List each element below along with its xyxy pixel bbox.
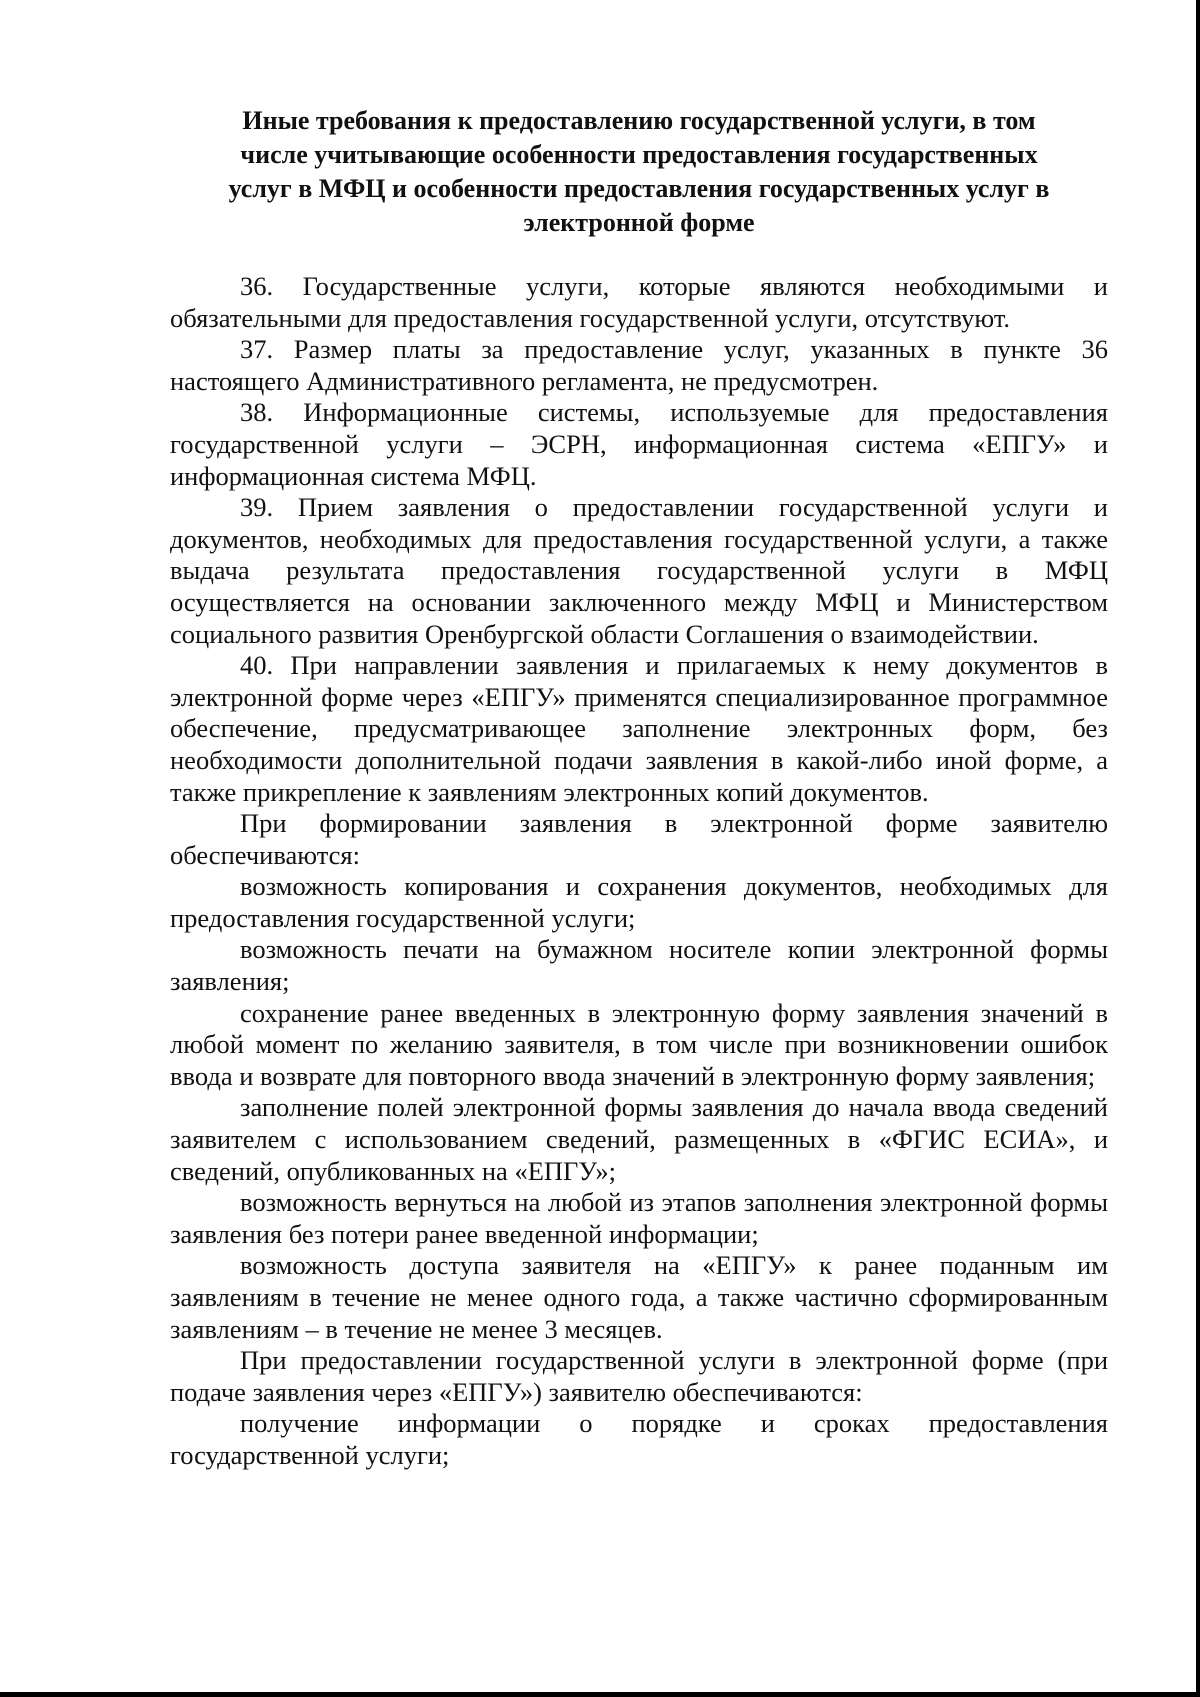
heading-line: Иные требования к предоставлению государственной услуги, в том	[242, 106, 1036, 135]
heading-line: услуг в МФЦ и особенности предоставления государственных услуг в	[228, 174, 1050, 203]
page-content	[170, 104, 1108, 1472]
heading-line: электронной форме	[523, 208, 755, 237]
heading-line: числе учитывающие особенности предоставления государственных	[240, 140, 1038, 169]
section-heading	[170, 104, 1108, 240]
paragraph-text: При формировании заявления в электронной форме заявителю обеспечиваются:	[170, 808, 1108, 870]
paragraph-text: При предоставлении государственной услуги в электронной форме (при подаче заявления через «ЕПГУ») заявителю обеспечиваются:	[170, 1345, 1108, 1407]
paragraph-36: 36. Государственные услуги, которые являются необходимыми и обязательными для предоставления государственной услуги, отсутствуют.	[170, 271, 1108, 333]
paragraph-40: 40. При направлении заявления и прилагаемых к нему документов в электронной форме через «ЕПГУ» применятся специализированное программное обеспечение, предусматривающее заполнение электронных форм, без необходимости дополнительной подачи заявления в какой-либо иной форме, а также прикрепление к заявлениям электронных копий документов.	[170, 650, 1108, 807]
scan-edge-bottom	[0, 1692, 1200, 1697]
paragraph-37: 37. Размер платы за предоставление услуг, указанных в пункте 36 настоящего Административного регламента, не предусмотрен.	[170, 334, 1108, 396]
paragraph-38: 38. Информационные системы, используемые для предоставления государственной услуги – ЭСРН, информационная система «ЕПГУ» и информационная система МФЦ.	[170, 397, 1108, 491]
list-item: возможность вернуться на любой из этапов заполнения электронной формы заявления без потери ранее введенной информации;	[170, 1187, 1108, 1249]
list-item: возможность доступа заявителя на «ЕПГУ» к ранее поданным им заявлениям в течение не менее одного года, а также частично сформированным заявлениям – в течение не менее 3 месяцев.	[170, 1250, 1108, 1344]
list-item: возможность печати на бумажном носителе копии электронной формы заявления;	[170, 934, 1108, 997]
list-item: получение информации о порядке и сроках предоставления государственной услуги;	[170, 1408, 1108, 1470]
paragraph-39: 39. Прием заявления о предоставлении государственной услуги и документов, необходимых для предоставления государственной услуги, а также выдача результата предоставления государственной услуги в МФЦ осуществляется на основании заключенного между МФЦ и Министерством социального развития Оренбургской области Соглашения о взаимодействии.	[170, 492, 1108, 649]
body-text	[170, 271, 1108, 1472]
list-item: сохранение ранее введенных в электронную форму заявления значений в любой момент по желанию заявителя, в том числе при возникновении ошибок ввода и возврате для повторного ввода значений в электронную форму заявления;	[170, 997, 1108, 1091]
list-item: заполнение полей электронной формы заявления до начала ввода сведений заявителем с использованием сведений, размещенных в «ФГИС ЕСИА», и сведений, опубликованных на «ЕПГУ»;	[170, 1092, 1108, 1186]
scan-edge-right	[1196, 0, 1200, 1697]
list-item: возможность копирования и сохранения документов, необходимых для предоставления государственной услуги;	[170, 871, 1108, 933]
